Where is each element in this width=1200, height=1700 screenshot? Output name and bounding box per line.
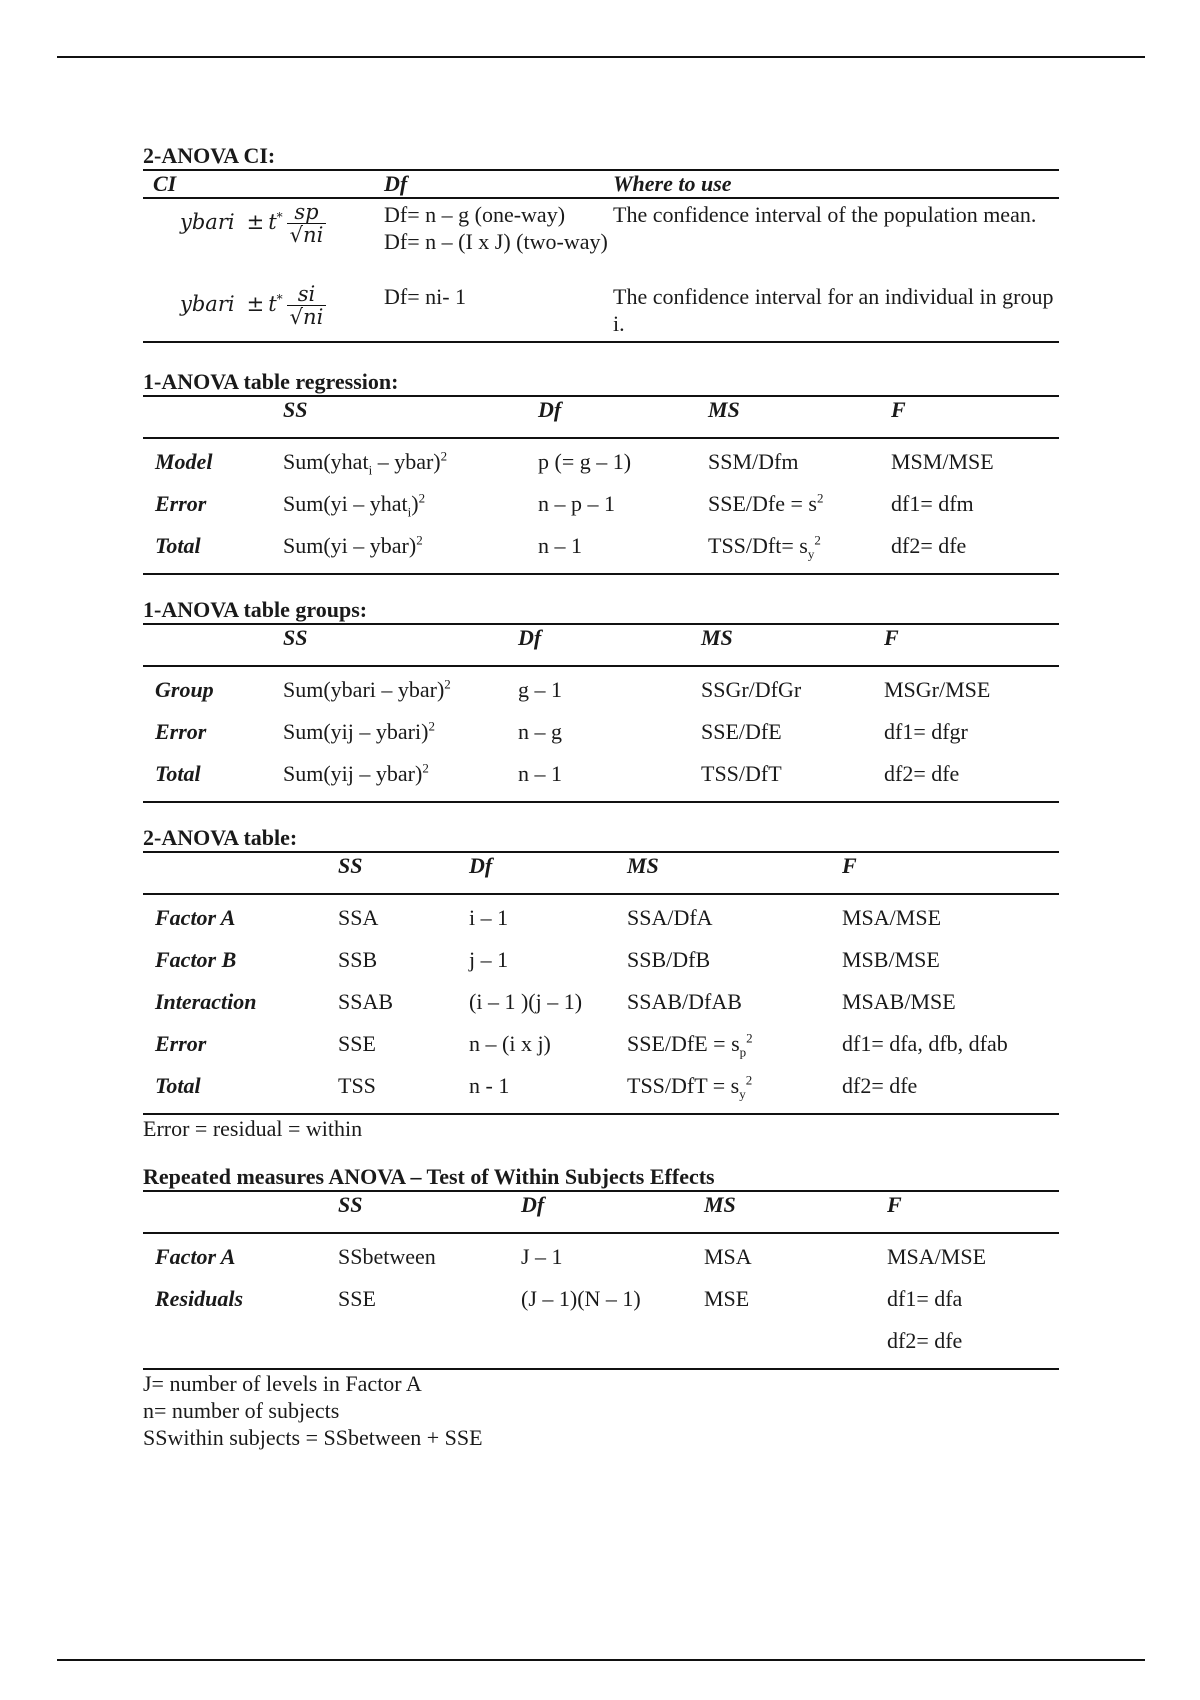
ci-formula: ybari ± t* $\frac{si}{√ni}$ [143, 283, 382, 342]
ss-cell: Sum(yi – ybar)$^2$ [283, 532, 423, 558]
col-header-f: F [842, 852, 1059, 894]
row-label: Residuals [155, 1286, 244, 1311]
row-label: Total [155, 533, 201, 558]
col-header-f: F [884, 624, 1059, 666]
table-row [143, 525, 1059, 574]
ci-df: Df= ni- 1 [384, 284, 467, 309]
ms-cell: SSAB/DfAB [627, 989, 742, 1014]
ss-cell: Sum(yi – yhat$_i$)$^2$ [283, 490, 426, 520]
f-cell: df1= dfm [891, 491, 974, 516]
row-label [143, 1320, 338, 1369]
col-header-ss: SS [283, 624, 518, 666]
ss-cell: Sum(yij – ybari)$^2$ [283, 718, 435, 744]
f-cell: df1= dfa, dfb, dfab [842, 1031, 1008, 1056]
ci-header-ci: CI [143, 170, 382, 198]
table-row [143, 438, 1059, 483]
ms-cell: SSA/DfA [627, 905, 713, 930]
table-row [143, 894, 1059, 939]
repeated-note: n= number of subjects [143, 1398, 340, 1423]
ci-table [143, 169, 1059, 343]
col-header-f: F [891, 396, 1059, 438]
ss-cell [338, 1320, 521, 1369]
ss-cell: Sum(ybari – ybar)$^2$ [283, 676, 451, 702]
df-cell: i – 1 [469, 905, 509, 930]
col-header-ms: MS [627, 852, 842, 894]
col-header-ss: SS [338, 852, 469, 894]
f-cell: df2= dfe [891, 533, 967, 558]
f-cell: MSGr/MSE [884, 677, 991, 702]
df-cell: n – (i x j) [469, 1031, 551, 1056]
regression-section-title: 1-ANOVA table regression: [143, 369, 399, 394]
repeated-table [143, 1190, 1059, 1370]
col-header-ss: SS [283, 396, 538, 438]
df-cell: (i – 1 )(j – 1) [469, 989, 583, 1014]
df-cell: n – 1 [518, 761, 562, 786]
ms-cell: SSM/Dfm [708, 449, 799, 474]
df-cell: J – 1 [521, 1244, 563, 1269]
ss-cell: Sum(yij – ybar)$^2$ [283, 760, 429, 786]
row-label: Factor A [155, 1244, 236, 1269]
col-header-ms: MS [704, 1191, 887, 1233]
df-cell: n - 1 [469, 1073, 510, 1098]
table-row [143, 1320, 1059, 1369]
ms-cell: SSE/DfE [701, 719, 782, 744]
col-header [143, 396, 283, 438]
f-cell: df1= dfgr [884, 719, 968, 744]
repeated-note: J= number of levels in Factor A [143, 1371, 422, 1396]
error-note: Error = residual = within [143, 1116, 363, 1141]
ss-cell: SSB [338, 947, 378, 972]
df-cell: (J – 1)(N – 1) [521, 1286, 641, 1311]
df-cell: n – p – 1 [538, 491, 615, 516]
document-body [143, 143, 1059, 1451]
row-label: Error [155, 491, 207, 516]
col-header-df: Df [469, 852, 627, 894]
table-row [143, 939, 1059, 981]
ss-cell: SSbetween [338, 1244, 436, 1269]
f-cell: df1= dfa [887, 1286, 963, 1311]
ms-cell: TSS/DfT [701, 761, 782, 786]
f-cell: MSAB/MSE [842, 989, 956, 1014]
table-row [143, 483, 1059, 525]
table-row [143, 1023, 1059, 1065]
row-label: Model [155, 449, 213, 474]
table-row [143, 1278, 1059, 1320]
col-header-f: F [887, 1191, 1059, 1233]
ms-cell: $TSS/Dft= s_y^2$ [708, 532, 821, 562]
ci-use: The confidence interval for an individual in group i. [613, 284, 1054, 336]
df-cell: p (= g – 1) [538, 449, 632, 474]
col-header [143, 624, 283, 666]
ms-cell: $TSS/DfT = s_y^2$ [627, 1072, 753, 1102]
f-cell: df2= dfe [884, 761, 960, 786]
f-cell: MSA/MSE [887, 1244, 987, 1269]
row-label: Total [155, 1073, 201, 1098]
df-cell [521, 1320, 704, 1369]
ci-header-df: Df [382, 170, 611, 198]
ms-cell: SSGr/DfGr [701, 677, 802, 702]
f-cell: MSM/MSE [891, 449, 994, 474]
table-row [143, 666, 1059, 711]
header-rule [57, 56, 1145, 58]
two-way-section-title: 2-ANOVA table: [143, 825, 298, 850]
df-cell: n – g [518, 719, 562, 744]
table-row [143, 753, 1059, 802]
ms-cell: MSE [704, 1286, 750, 1311]
f-cell: MSA/MSE [842, 905, 942, 930]
ms-cell: $SSE/Dfe = s^2$ [708, 490, 824, 516]
ss-cell: SSE [338, 1031, 376, 1056]
col-header [143, 1191, 338, 1233]
col-header-ms: MS [701, 624, 884, 666]
ci-df: Df= n – g (one-way) Df= n – (I x J) (two-way) [384, 202, 608, 254]
repeated-note: SSwithin subjects = SSbetween + SSE [143, 1425, 483, 1450]
ci-header-use: Where to use [611, 170, 1059, 198]
groups-section-title: 1-ANOVA table groups: [143, 597, 368, 622]
ss-cell: Sum(yhat$_i$ – ybar)$^2$ [283, 448, 448, 478]
ci-row [143, 283, 1059, 342]
two-way-table [143, 851, 1059, 1115]
row-label: Group [155, 677, 214, 702]
row-label: Interaction [155, 989, 257, 1014]
ci-section-title: 2-ANOVA CI: [143, 143, 276, 168]
ci-row [143, 198, 1059, 283]
table-row [143, 1065, 1059, 1114]
ci-formula: ybari ± t* $\frac{sp}{√ni}$ [143, 198, 382, 283]
groups-table [143, 623, 1059, 803]
ms-cell: SSB/DfB [627, 947, 711, 972]
ss-cell: SSA [338, 905, 379, 930]
df-cell: j – 1 [469, 947, 509, 972]
col-header-df: Df [521, 1191, 704, 1233]
ms-cell: $SSE/DfE = s_p^2$ [627, 1030, 753, 1060]
ss-cell: SSE [338, 1286, 376, 1311]
ss-cell: SSAB [338, 989, 394, 1014]
col-header-ss: SS [338, 1191, 521, 1233]
ss-cell: TSS [338, 1073, 376, 1098]
df-cell: n – 1 [538, 533, 582, 558]
row-label: Error [155, 1031, 207, 1056]
f-cell: MSB/MSE [842, 947, 940, 972]
col-header-df: Df [518, 624, 701, 666]
row-label: Total [155, 761, 201, 786]
ci-use: The confidence interval of the population mean. [613, 202, 1037, 227]
row-label: Error [155, 719, 207, 744]
col-header-df: Df [538, 396, 708, 438]
col-header [143, 852, 338, 894]
footer-rule [57, 1659, 1145, 1661]
table-row [143, 1233, 1059, 1278]
repeated-section-title: Repeated measures ANOVA – Test of Within Subjects Effects [143, 1164, 715, 1189]
ms-cell [704, 1320, 887, 1369]
table-row [143, 711, 1059, 753]
ms-cell: MSA [704, 1244, 752, 1269]
table-row [143, 981, 1059, 1023]
f-cell: df2= dfe [887, 1328, 963, 1353]
f-cell: df2= dfe [842, 1073, 918, 1098]
df-cell: g – 1 [518, 677, 562, 702]
row-label: Factor B [155, 947, 237, 972]
regression-table [143, 395, 1059, 575]
col-header-ms: MS [708, 396, 891, 438]
row-label: Factor A [155, 905, 236, 930]
